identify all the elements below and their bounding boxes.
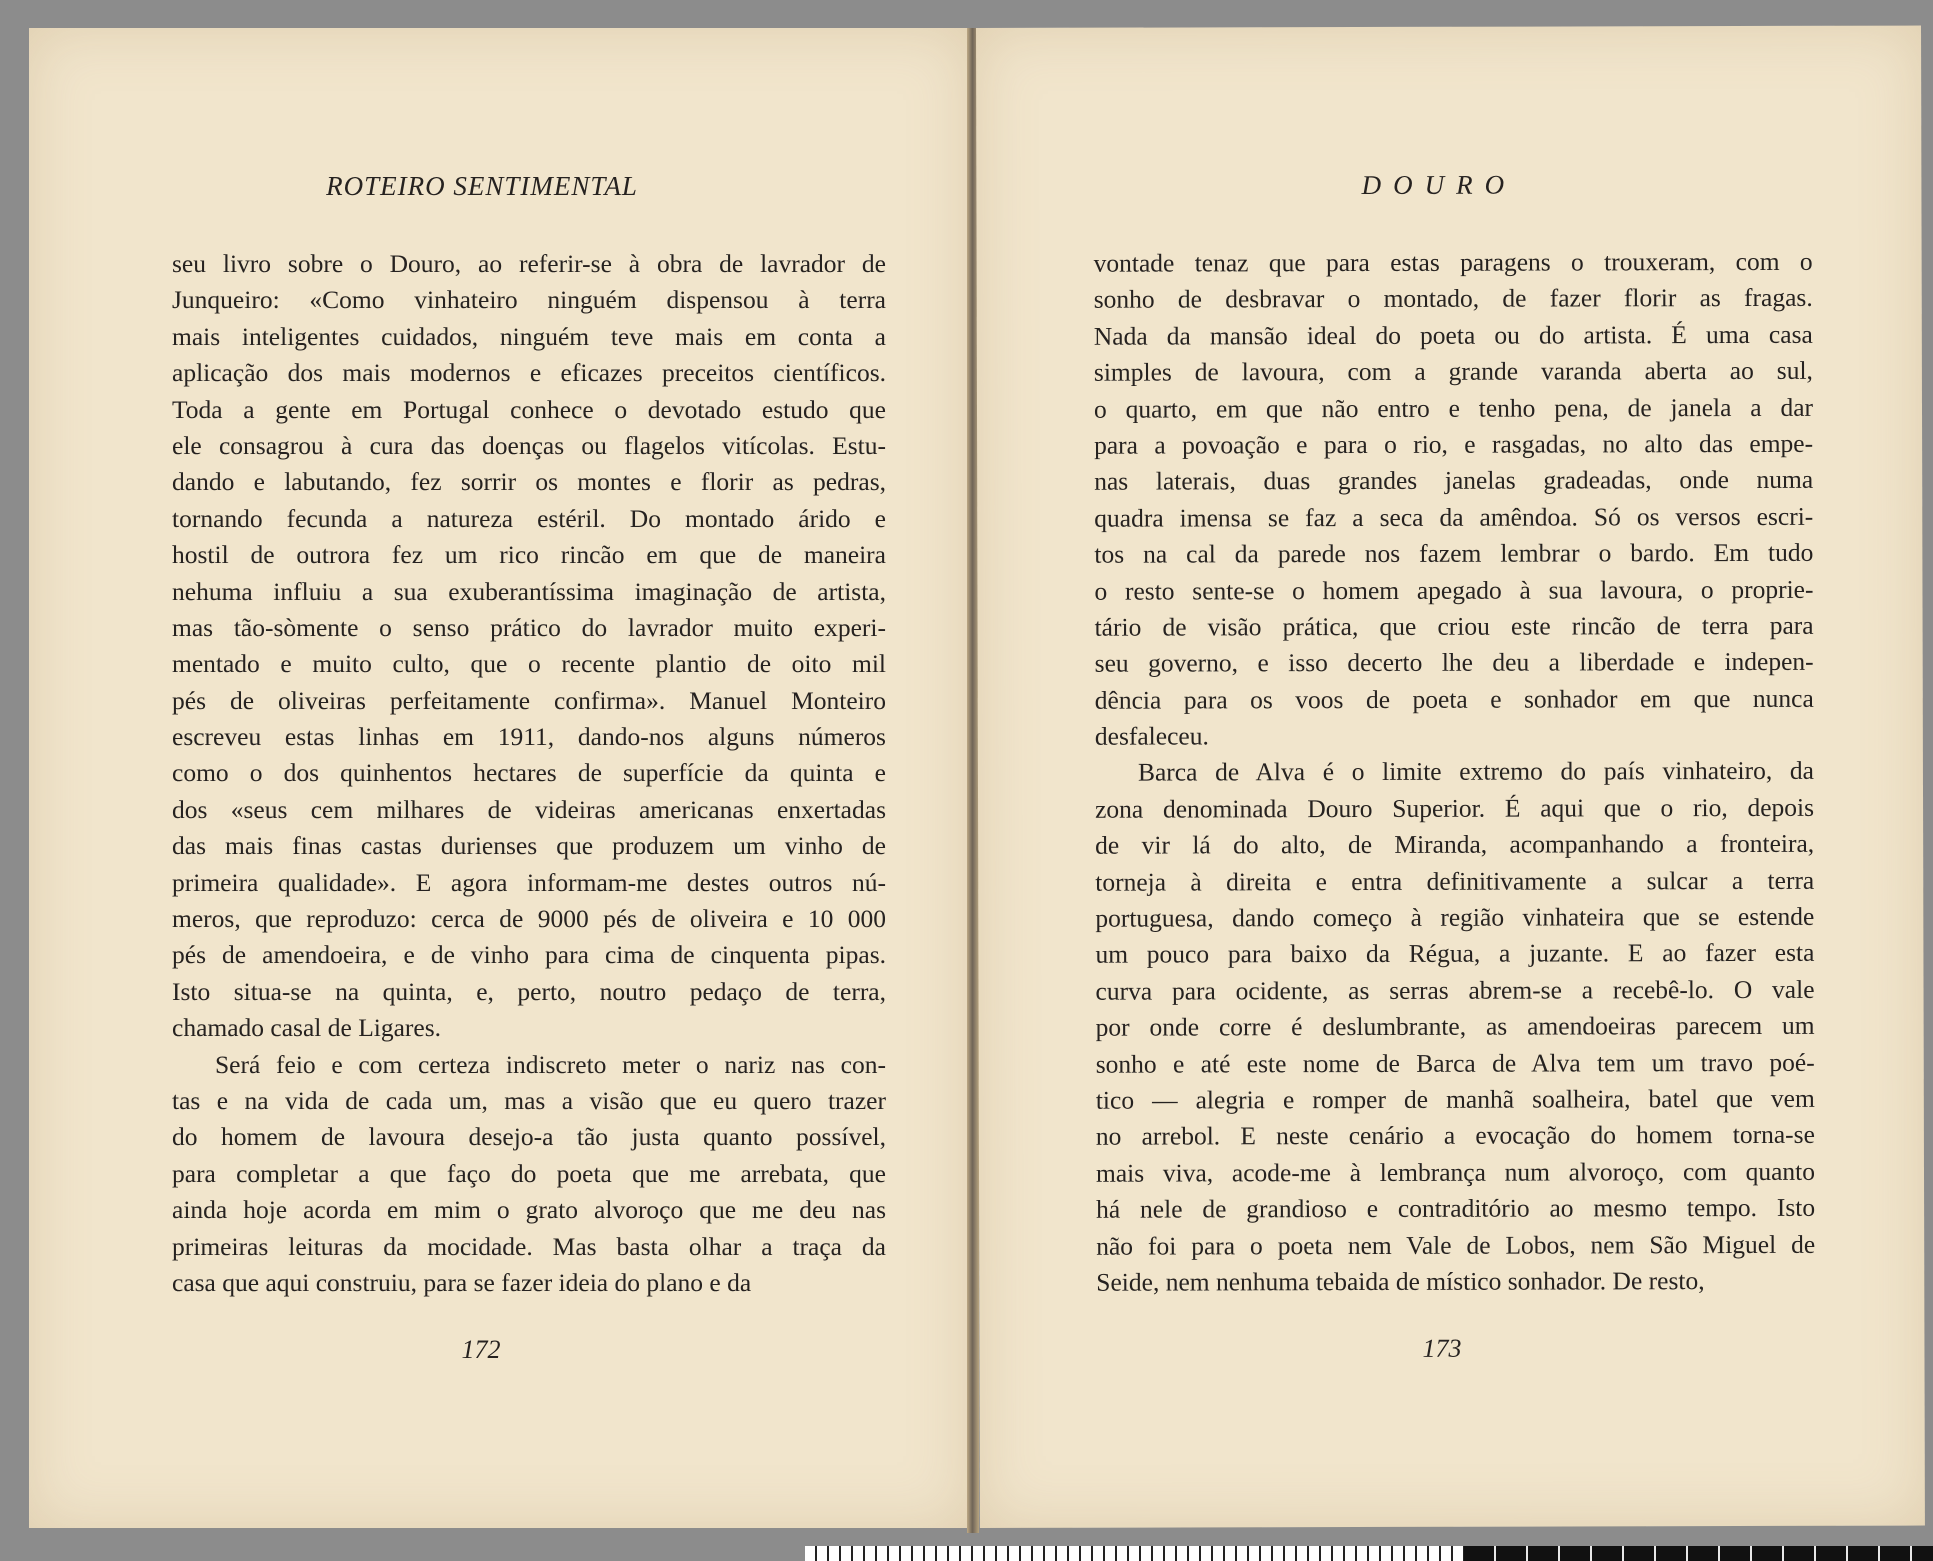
- text-line: mais inteligentes cuidados, ninguém teve mais em conta a: [172, 321, 886, 351]
- text-line: aplicação dos mais modernos e eficazes preceitos científicos.: [172, 358, 886, 388]
- text-line: zona denominada Douro Superior. É aqui que o rio, depois: [1095, 792, 1815, 824]
- right-page-text: [1094, 244, 1816, 1301]
- text-line: casa que aqui construiu, para se fazer ideia do plano e da: [172, 1267, 752, 1297]
- text-line: dência para os voos de poeta e sonhador em que nunca: [1094, 683, 1814, 715]
- text-line: dando e labutando, fez sorrir os montes e florir as pedras,: [172, 467, 886, 497]
- text-line: no arrebol. E neste cenário a evocação do homem torna-se: [1095, 1120, 1815, 1152]
- text-line: primeiras leituras da mocidade. Mas basta olhar a traça da: [172, 1231, 886, 1261]
- page-number-left: 172: [461, 1335, 501, 1364]
- text-line: portuguesa, dando começo à região vinhateira que se estende: [1095, 901, 1815, 933]
- text-line: como o dos quinhentos hectares de superfície da quinta e: [172, 758, 886, 788]
- running-header-right: DOURO: [1361, 169, 1517, 200]
- page-number-right: 173: [1422, 1333, 1462, 1363]
- text-line: Nada da mansão ideal do poeta ou do artista. É uma casa: [1093, 319, 1813, 351]
- text-line: sonho de desbravar o montado, de fazer florir as fragas.: [1093, 283, 1813, 315]
- text-line: primeira qualidade». E agora informam-me destes outros nú-: [172, 867, 886, 897]
- text-line: hostil de outrora fez um rico rincão em que de maneira: [172, 540, 886, 570]
- text-line: vontade tenaz que para estas paragens o trouxeram, com o: [1093, 246, 1813, 278]
- text-line: mentado e muito culto, que o recente plantio de oito mil: [172, 649, 886, 679]
- text-line: há nele de grandioso e contraditório ao mesmo tempo. Isto: [1096, 1192, 1816, 1224]
- text-line: tico — alegria e romper de manhã soalheira, batel que vem: [1095, 1083, 1815, 1115]
- text-line: para a povoação e para o rio, e rasgadas, no alto das empe-: [1094, 428, 1814, 460]
- text-line: um pouco para baixo da Régua, a juzante. E ao fazer esta: [1095, 938, 1815, 970]
- text-line: simples de lavoura, com a grande varanda aberta ao sul,: [1093, 355, 1813, 387]
- left-page-text: [172, 246, 886, 1301]
- text-line: de vir lá do alto, de Miranda, acompanhando a fronteira,: [1095, 829, 1815, 860]
- text-line: ainda hoje acorda em mim o grato alvoroço que me deu nas: [172, 1195, 886, 1225]
- text-line: quadra imensa se faz a seca da amêndoa. Só os versos escri-: [1094, 501, 1814, 533]
- text-line: tornando fecunda a natureza estéril. Do montado árido e: [172, 503, 886, 533]
- text-line: por onde corre é deslumbrante, as amendoeiras parecem um: [1095, 1011, 1815, 1042]
- text-line: tas e na vida de cada um, mas a visão que eu quero trazer: [172, 1085, 886, 1115]
- text-line: pés de oliveiras perfeitamente confirma». Manuel Monteiro: [172, 685, 886, 715]
- text-line: meros, que reproduzo: cerca de 9000 pés de oliveira e 10 000: [172, 904, 886, 934]
- text-line: seu livro sobre o Douro, ao referir-se à obra de lavrador de: [172, 249, 886, 278]
- text-line: nehuma influiu a sua exuberantíssima imaginação de artista,: [172, 576, 886, 606]
- text-line: curva para ocidente, as serras abrem-se a recebê-lo. O vale: [1095, 974, 1815, 1006]
- text-line: Seide, nem nenhuma tebaida de místico sonhador. De resto,: [1096, 1266, 1705, 1297]
- text-line: tos na cal da parede nos fazem lembrar o bardo. Em tudo: [1094, 537, 1814, 569]
- text-line: escreveu estas linhas em 1911, dando-nos alguns números: [172, 722, 886, 752]
- text-line: desfaleceu.: [1094, 721, 1209, 751]
- text-line: o quarto, em que não entro e tenho pena, de janela a dar: [1093, 392, 1814, 424]
- text-line: do homem de lavoura desejo-a tão justa quanto possível,: [172, 1122, 886, 1152]
- text-line: Será feio e com certeza indiscreto meter o nariz nas con-: [215, 1049, 886, 1079]
- text-line: mas tão-sòmente o senso prático do lavrador muito experi-: [172, 612, 886, 642]
- text-line: sonho e até este nome de Barca de Alva tem um travo poé-: [1095, 1047, 1815, 1079]
- text-line: o resto sente-se o homem apegado à sua lavoura, o proprie-: [1094, 574, 1814, 606]
- text-line: mais viva, acode-me à lembrança num alvoroço, com quanto: [1095, 1156, 1816, 1188]
- text-line: Barca de Alva é o limite extremo do país vinhateiro, da: [1137, 756, 1814, 788]
- running-header-left: ROTEIRO SENTIMENTAL: [326, 171, 638, 201]
- scale-ruler-dark: [1464, 1546, 1933, 1561]
- text-line: ele consagrou à cura das doenças ou flagelos vitícolas. Estu-: [172, 430, 886, 460]
- left-page: [29, 28, 970, 1528]
- text-line: dos «seus cem milhares de videiras americanas enxertadas: [172, 794, 886, 824]
- text-line: não foi para o poeta nem Vale de Lobos, nem São Miguel de: [1096, 1229, 1816, 1261]
- text-line: chamado casal de Ligares.: [172, 1013, 442, 1043]
- text-line: nas laterais, duas grandes janelas gradeadas, onde numa: [1094, 465, 1814, 497]
- text-line: tário de visão prática, que criou este rincão de terra para: [1094, 610, 1814, 642]
- text-line: torneja à direita e entra definitivamente a sulcar a terra: [1095, 865, 1815, 897]
- text-line: Toda a gente em Portugal conhece o devotado estudo que: [172, 394, 886, 424]
- right-page: [976, 26, 1925, 1528]
- text-line: das mais finas castas durienses que produzem um vinho de: [172, 831, 886, 861]
- text-line: para completar a que faço do poeta que me arrebata, que: [172, 1158, 886, 1188]
- text-line: Junqueiro: «Como vinhateiro ninguém dispensou à terra: [172, 285, 886, 315]
- text-line: Isto situa-se na quinta, e, perto, noutro pedaço de terra,: [172, 976, 886, 1006]
- text-line: pés de amendoeira, e de vinho para cima de cinquenta pipas.: [172, 940, 886, 970]
- book-spread: [24, 28, 1924, 1538]
- text-line: seu governo, e isso decerto lhe deu a liberdade e indepen-: [1094, 647, 1814, 678]
